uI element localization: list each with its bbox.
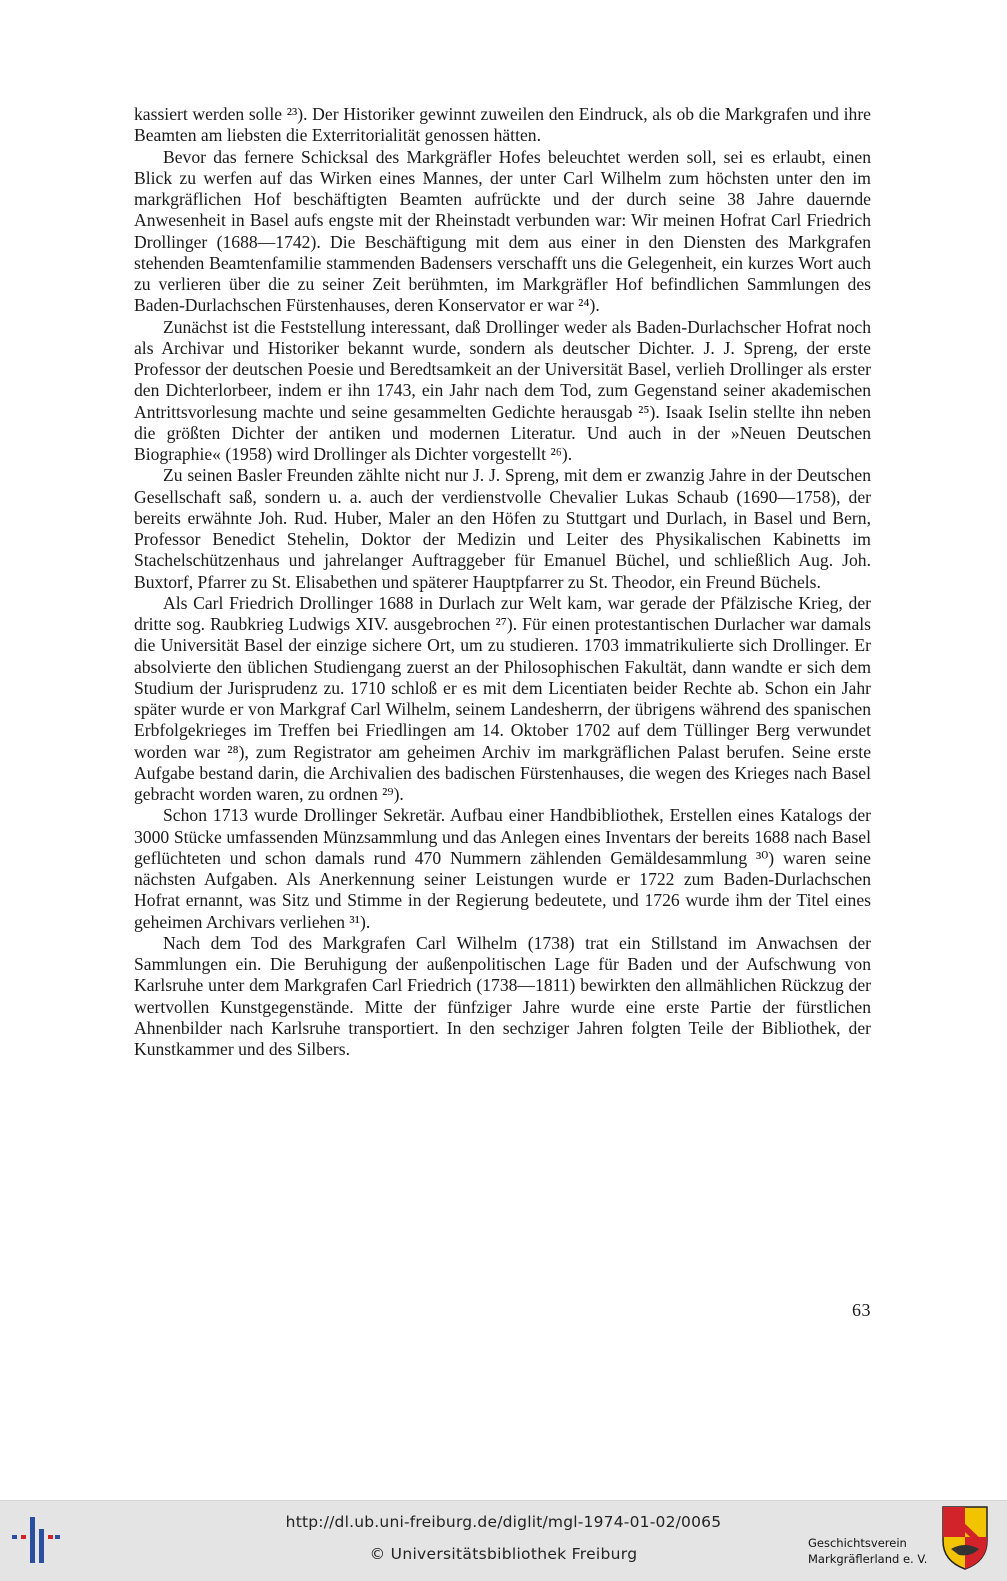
copyright-text: © Universitätsbibliothek Freiburg [369, 1545, 638, 1563]
paragraph-5: Als Carl Friedrich Drollinger 1688 in Durlach zur Welt kam, war gerade der Pfälzische Krieg, der dritte sog. Raubkrieg Ludwigs XIV. ausgebrochen ²⁷). Für einen protestantischen Durlacher war damals die Universität Basel der einzige sichere Ort, um zu studieren. 1703 immatrikulierte sich Drollinger. Er absolvierte den üblichen Studiengang zuerst an der Philosophischen Fakultät, dann wandte er sich dem Studium der Jurisprudenz zu. 1710 schloß er es mit dem Licentiaten beider Rechte ab. Schon ein Jahr später wurde er von Markgraf Carl Wilhelm, seinem Landesherrn, der übrigens während des spanischen Erbfolgekrieges im Treffen bei Friedlingen am 14. Oktober 1702 auf dem Tüllinger Berg verwundet worden war ²⁸), zum Registrator am geheimen Archiv im markgräflichen Palast berufen. Seine erste Aufgabe bestand darin, die Archivalien des badischen Fürstenhauses, die wegen des Krieges nach Basel gebracht worden waren, zu ordnen ²⁹). [134, 592, 871, 804]
paragraph-4: Zu seinen Basler Freunden zählte nicht nur J. J. Spreng, mit dem er zwanzig Jahre in der Deutschen Gesellschaft saß, sondern u. a. auch der verdienstvolle Chevalier Lukas Schaub (1690—1758), der bereits erwähnte Joh. Rud. Huber, Maler an den Höfen zu Stuttgart und Durlach, in Basel und Bern, Professor Benedict Stehelin, Doktor der Medizin und Leiter des Physikalischen Kabinetts im Stachelschützenhaus und jahrelanger Auftraggeber für Emanuel Büchel, und schließlich Aug. Joh. Buxtorf, Pfarrer zu St. Elisabethen und späterer Hauptpfarrer zu St. Theodor, ein Freund Büchels. [134, 465, 871, 592]
permalink-url[interactable]: http://dl.ub.uni-freiburg.de/diglit/mgl-1974-01-02/0065 [285, 1513, 722, 1531]
paragraph-2: Bevor das fernere Schicksal des Markgräfler Hofes beleuchtet werden soll, sei es erlaubt, einen Blick zu werfen auf das Wirken eines Mannes, der unter Carl Wilhelm zum höchsten unter den im markgräflichen Hof beschäftigten Beamten aufrückte und der durch seine 38 Jahre dauernde Anwesenheit in Basel aufs engste mit der Rheinstadt verbunden war: Wir meinen Hofrat Carl Friedrich Drollinger (1688—1742). Die Beschäftigung mit dem aus einer in den Diensten des Markgrafen stehenden Beamtenfamilie stammenden Badensers verschafft uns die Gelegenheit, ein kurzes Wort auch zu verlieren über die zu seiner Zeit berühmten, im Markgräfler Hof befindlichen Sammlungen des Baden-Durlachschen Fürstenhauses, deren Konservator er war ²⁴). [134, 146, 871, 316]
viewer-footer [0, 1500, 1007, 1581]
paragraph-1: kassiert werden solle ²³). Der Historiker gewinnt zuweilen den Eindruck, als ob die Markgrafen und ihre Beamten am liebsten die Exterritorialität genossen hätten. [134, 104, 871, 146]
society-line-2: Markgräflerland e. V. [808, 1552, 928, 1566]
society-line-1: Geschichtsverein [808, 1536, 907, 1550]
society-name [808, 1535, 927, 1567]
markgraeflerland-crest-icon[interactable] [941, 1505, 989, 1571]
paragraph-7: Nach dem Tod des Markgrafen Carl Wilhelm (1738) trat ein Stillstand im Anwachsen der Sammlungen ein. Die Beruhigung der außenpolitischen Lage für Baden und der Aufschwung von Karlsruhe unter dem Markgrafen Carl Friedrich (1738—1811) bewirkten den allmählichen Rückzug der wertvollen Kunstgegenstände. Mitte der fünfziger Jahre wurde eine erste Partie der fürstlichen Ahnenbilder nach Karlsruhe transportiert. In den sechziger Jahren folgten Teile der Bibliothek, der Kunstkammer und des Silbers. [134, 932, 871, 1059]
body-text [134, 104, 871, 1060]
page-number: 63 [852, 1300, 871, 1320]
paragraph-3: Zunächst ist die Feststellung interessant, daß Drollinger weder als Baden-Durlachscher Hofrat noch als Archivar und Historiker bekannt wurde, sondern als deutscher Dichter. J. J. Spreng, der erste Professor der deutschen Poesie und Beredtsamkeit an der Universität Basel, verlieh Drollinger als erster den Dichterlorbeer, indem er ihn 1743, ein Jahr nach dem Tod, zum Gegenstand seiner akademischen Antrittsvorlesung machte und seine gesammelten Gedichte herausgab ²⁵). Isaak Iselin stellte ihn neben die größten Dichter der antiken und modernen Literatur. Und auch in der »Neuen Deutschen Biographie« (1958) wird Drollinger als Dichter vorgestellt ²⁶). [134, 316, 871, 464]
paragraph-6: Schon 1713 wurde Drollinger Sekretär. Aufbau einer Handbibliothek, Erstellen eines Katalogs der 3000 Stücke umfassenden Münzsammlung und das Anlegen eines Inventars der bereits 1688 nach Basel geflüchteten und schon damals rund 470 Nummern zählenden Gemäldesammlung ³⁰) waren seine nächsten Aufgaben. Als Anerkennung seiner Leistungen wurde er 1722 zum Baden-Durlachschen Hofrat ernannt, was Sitz und Stimme in der Regierung bedeutete, und 1726 wurde ihm der Titel eines geheimen Archivars verliehen ³¹). [134, 805, 871, 932]
